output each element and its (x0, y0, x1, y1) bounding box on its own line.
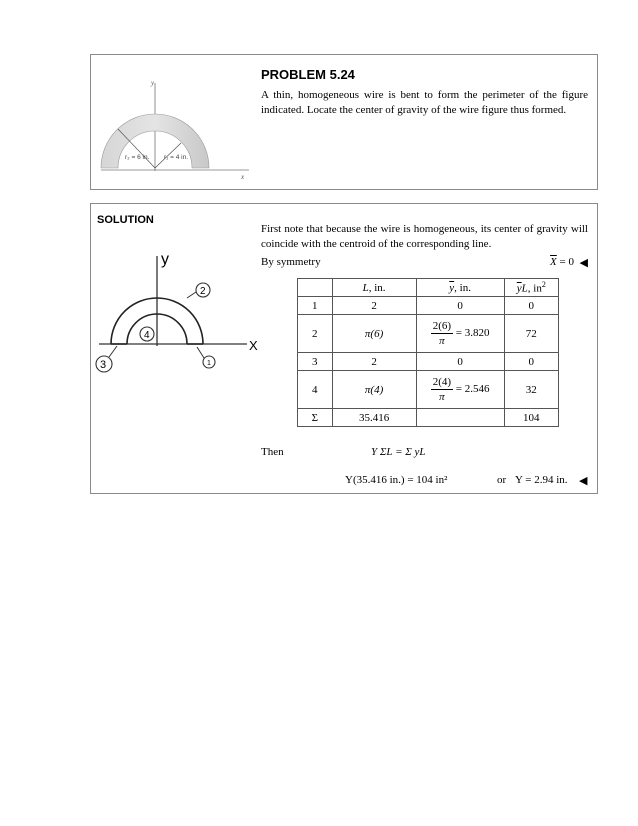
symmetry-line (261, 256, 588, 270)
fraction: $\frac{2(4)}{\pi}$ (432, 376, 452, 403)
problem-title: PROBLEM 5.24 (261, 67, 355, 82)
table-header-yL: $\overline{y}L$, $in^2$ (504, 279, 558, 297)
figure-y-label: y (151, 79, 155, 87)
figure-r2-label: r₂ = 6 in. (125, 154, 150, 161)
solution-table (297, 278, 559, 427)
answer-marker-icon: ◀ (579, 475, 588, 487)
sketch-label-3: 3 (100, 359, 107, 371)
solution-box (90, 203, 598, 494)
table-row-sum: Σ 35.416 104 (298, 409, 559, 427)
problem-statement: A thin, homogeneous wire is bent to form the perimeter of the figure indicated. Locate the center of gravity of the wire figure thus formed. (261, 89, 588, 116)
figure-r1-label: r₁ = 4 in. (164, 154, 189, 161)
sketch-label-2: 2 (200, 286, 206, 297)
symmetry-x: $\overline{X}$ (550, 256, 557, 268)
symmetry-label: By symmetry (261, 256, 321, 268)
final-answer: Y = 2.94 in. (515, 474, 568, 486)
figure-x-label: x (241, 173, 245, 181)
sketch-label-4: 4 (144, 330, 150, 341)
table-header-id (298, 279, 333, 297)
table-row: 4 π(4) $\frac{2(4)}{\pi}$ = 2.546 32 (298, 371, 559, 409)
solution-sketch (91, 248, 261, 378)
equation-2: Y(35.416 in.) = 104 in² (345, 474, 448, 486)
answer-marker-icon: ◀ (579, 257, 588, 269)
symmetry-result (550, 256, 574, 268)
sketch-label-1: 1 (207, 360, 211, 367)
sketch-x-label: X (249, 338, 258, 353)
fraction: $\frac{2(6)}{\pi}$ (432, 320, 452, 347)
table-header-y: $\overline{y}$, in. (416, 279, 504, 297)
solution-intro: First note that because the wire is homogeneous, its center of gravity will coincide with the centroid of the corresponding line. (261, 223, 588, 250)
or-label: or (497, 474, 507, 486)
symmetry-value: = 0 (559, 256, 574, 268)
table-row: 1 2 0 0 (298, 297, 559, 315)
sketch-y-label: y (161, 251, 169, 268)
problem-figure (91, 55, 251, 189)
then-label: Then (261, 446, 284, 458)
table-row: 3 2 0 0 (298, 353, 559, 371)
table-header-L: L, in. (332, 279, 416, 297)
equation-1: Y ΣL = Σ yL (371, 446, 426, 458)
problem-box (90, 54, 598, 190)
solution-heading: SOLUTION (97, 214, 154, 226)
table-row: 2 π(6) $\frac{2(6)}{\pi}$ = 3.820 72 (298, 315, 559, 353)
